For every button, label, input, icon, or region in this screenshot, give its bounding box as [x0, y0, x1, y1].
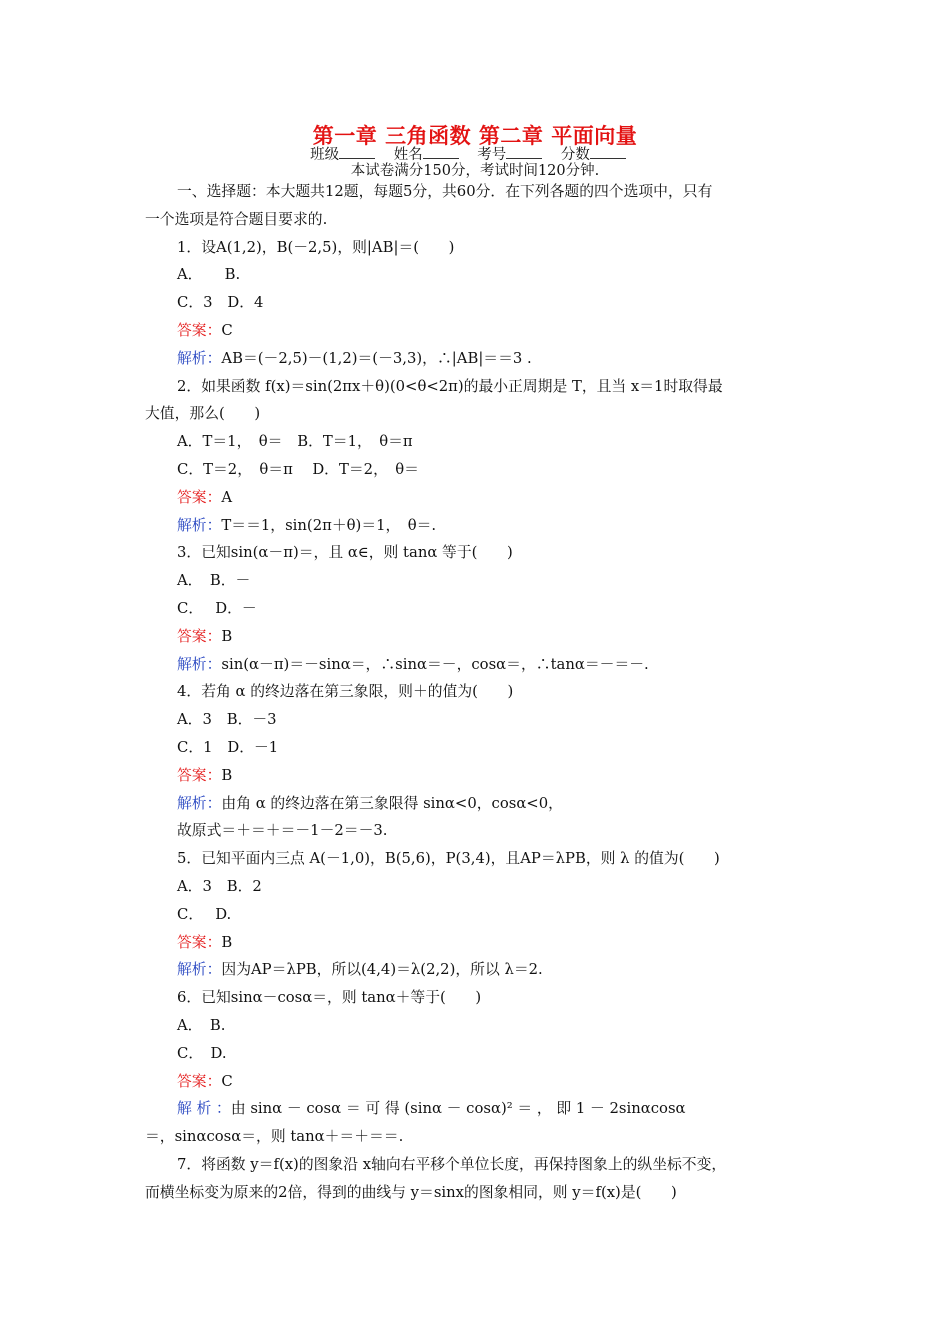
- explanation-text: sin(α－π)＝－sinα＝，∴sinα＝－，cosα＝，∴tanα＝－＝－.: [221, 655, 649, 673]
- answer-line: [145, 929, 810, 957]
- explanation-line: [145, 790, 810, 818]
- section-intro-line: 一、选择题：本大题共12题，每题5分，共60分．在下列各题的四个选项中，只有: [177, 183, 713, 200]
- explanation-continued: 故原式＝＋＝＋＝－1－2＝－3.: [177, 822, 388, 840]
- answer-label: 答案：: [177, 1072, 222, 1090]
- exam-notice: 本试卷满分150分，考试时间120分钟.: [350, 163, 600, 179]
- question-options: A．3 B．2: [177, 877, 262, 895]
- question-options: C．T＝2， θ＝π D．T＝2， θ＝: [177, 460, 419, 478]
- answer-label: 答案：: [177, 766, 222, 784]
- section-intro-line: 一个选项是符合题目要求的.: [145, 210, 328, 228]
- question-stem: 6．已知sinα－cosα＝，则 tanα＋等于( ): [177, 989, 482, 1007]
- exam-number-field-label: 考号: [477, 147, 507, 163]
- explanation-label: 解析：: [177, 655, 222, 673]
- question-options: A． B.: [177, 266, 241, 284]
- answer-value: B: [221, 627, 233, 645]
- question-stem: 7．将函数 y＝f(x)的图象沿 x轴向右平移个单位长度，再保持图象上的纵坐标不变，: [177, 1155, 727, 1173]
- name-field-label: 姓名: [393, 147, 423, 163]
- question-stem: 而横坐标变为原来的2倍，得到的曲线与 y＝sinx的图象相同，则 y＝f(x)是( ): [145, 1183, 677, 1201]
- class-field-blank: [339, 146, 375, 159]
- explanation-label: 解析：: [177, 961, 222, 979]
- answer-line: [145, 762, 810, 790]
- question-options: C． D.: [177, 1044, 227, 1062]
- answer-line: [145, 623, 810, 651]
- question-options: A． B．－: [177, 572, 251, 590]
- explanation-label: 解 析 ：: [177, 1100, 231, 1118]
- explanation-text: T＝＝1，sin(2π＋θ)＝1， θ＝.: [221, 516, 437, 534]
- exam-body: [145, 178, 810, 1206]
- explanation-label: 解析：: [177, 794, 222, 812]
- answer-line: [145, 484, 810, 512]
- score-field-blank: [590, 146, 626, 159]
- question-options: C．3 D．4: [177, 294, 264, 312]
- answer-label: 答案：: [177, 321, 222, 339]
- answer-value: B: [221, 933, 233, 951]
- question-options: C． D．－: [177, 599, 257, 617]
- answer-line: [145, 1068, 810, 1096]
- name-field-blank: [423, 146, 459, 159]
- explanation-line: [145, 1095, 810, 1123]
- answer-line: [145, 317, 810, 345]
- question-options: C． D.: [177, 905, 232, 923]
- explanation-continued: ＝，sinαcosα＝，则 tanα＋＝＋＝＝.: [145, 1128, 404, 1146]
- question-stem: 大值，那么( ): [145, 405, 261, 423]
- explanation-text: 因为AP＝λPB，所以(4,4)＝λ(2,2)，所以 λ＝2.: [221, 961, 543, 979]
- answer-label: 答案：: [177, 488, 222, 506]
- question-stem: 2．如果函数 f(x)＝sin(2πx＋θ)(0<θ<2π)的最小正周期是 T，且当 x＝1时取得最: [177, 377, 723, 395]
- explanation-line: [145, 956, 810, 984]
- answer-label: 答案：: [177, 933, 222, 951]
- question-stem: 4．若角 α 的终边落在第三象限，则＋的值为( ): [177, 683, 514, 701]
- page-title: 第一章 三角函数 第二章 平面向量: [312, 123, 638, 148]
- answer-value: B: [221, 766, 233, 784]
- explanation-line: [145, 345, 810, 373]
- question-options: A． B.: [177, 1016, 226, 1034]
- question-options: A．T＝1， θ＝ B．T＝1， θ＝π: [177, 433, 413, 451]
- question-stem: 1．设A(1,2)，B(－2,5)，则|AB|＝( ): [177, 238, 455, 256]
- question-stem: 5．已知平面内三点 A(－1,0)，B(5,6)，P(3,4)，且AP＝λPB，则 λ 的值为( ): [177, 850, 720, 868]
- class-field-label: 班级: [310, 147, 340, 163]
- exam-number-field-blank: [506, 146, 542, 159]
- score-field-label: 分数: [560, 147, 590, 163]
- answer-label: 答案：: [177, 627, 222, 645]
- answer-value: C: [221, 321, 233, 339]
- explanation-text: 由 sinα － cosα ＝ 可 得 (sinα － cosα)² ＝ ， 即 1 － 2sinαcosα: [230, 1100, 686, 1118]
- answer-value: C: [221, 1072, 233, 1090]
- explanation-line: [145, 651, 810, 679]
- explanation-label: 解析：: [177, 516, 222, 534]
- explanation-text: AB＝(－2,5)－(1,2)＝(－3,3)，∴|AB|＝＝3 .: [221, 349, 532, 367]
- explanation-label: 解析：: [177, 349, 222, 367]
- question-stem: 3．已知sin(α－π)＝，且 α∈，则 tanα 等于( ): [177, 544, 513, 562]
- explanation-line: [145, 512, 810, 540]
- answer-value: A: [221, 488, 233, 506]
- explanation-text: 由角 α 的终边落在第三象限得 sinα<0，cosα<0，: [221, 794, 563, 812]
- question-options: A．3 B．－3: [177, 711, 277, 729]
- question-options: C．1 D．－1: [177, 738, 279, 756]
